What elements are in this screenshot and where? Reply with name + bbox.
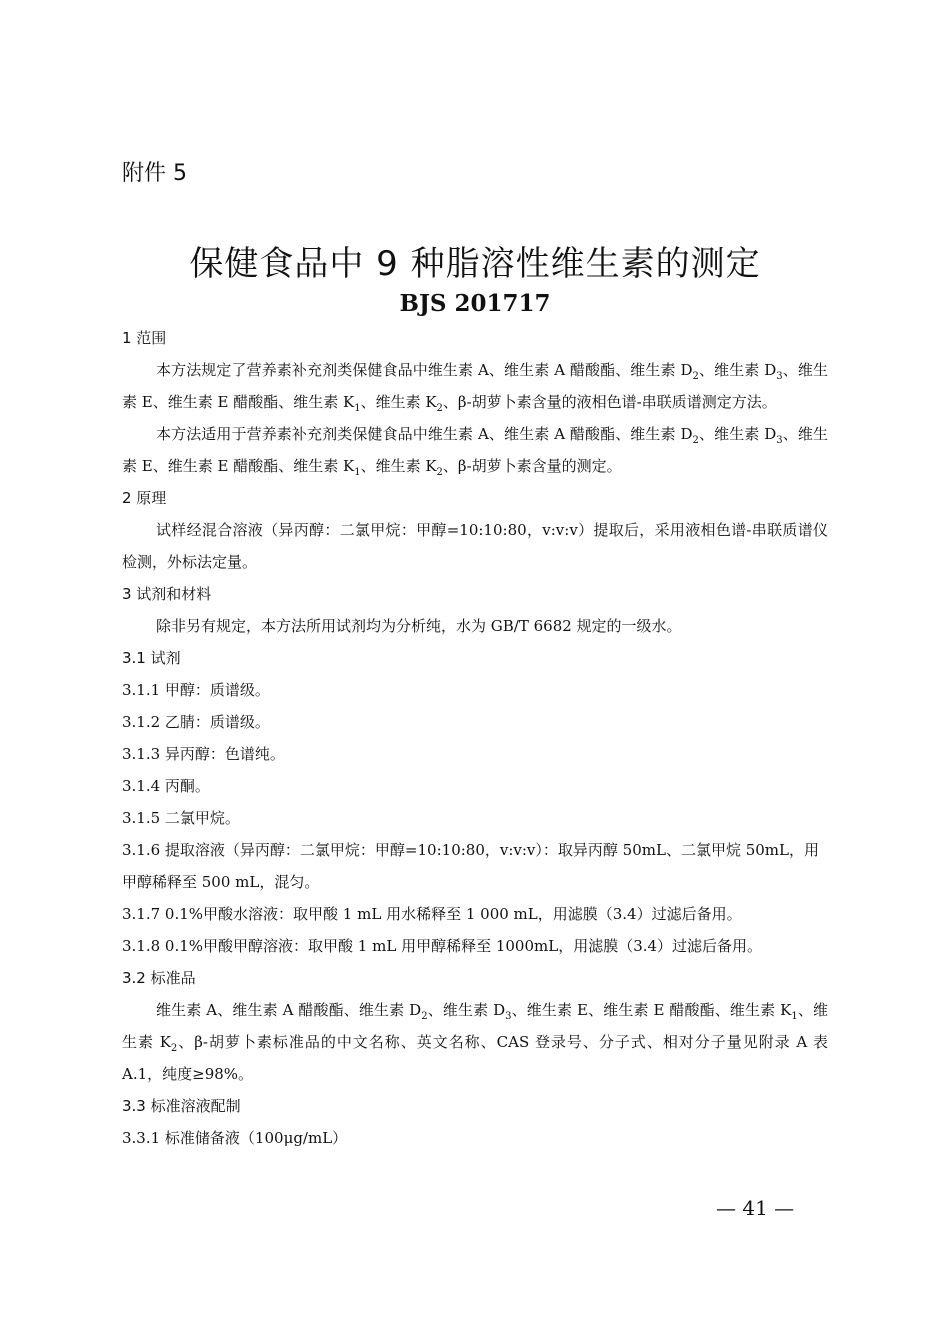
list-item-3-1-8: 3.1.8 0.1%甲酸甲醇溶液：取甲酸 1 mL 用甲醇稀释至 1000mL，用滤膜（3.4）过滤后备用。: [122, 937, 763, 955]
subsection-heading-standard-solutions: 3.3 标准溶液配制: [122, 1097, 241, 1115]
list-item-3-1-2: 3.1.2 乙腈：质谱级。: [122, 713, 270, 731]
section-heading-scope: 1 范围: [122, 329, 167, 347]
annex-label: 附件 5: [122, 161, 187, 186]
page-number: — 41 —: [716, 1196, 795, 1220]
standard-code: BJS 201717: [399, 290, 551, 317]
paragraph-standards: 维生素 A、维生素 A 醋酸酯、维生素 $D_2$、维生素 $D_3$、维生素 E、维生素 E 醋酸酯、维生素 $K_1$、维生素 $K_2$、β-胡萝卜素标准品的中文名称、英文名称、CAS 登录号、分子式、相对分子量见附录 A 表 A.1，纯度≥98%。: [122, 1001, 828, 1083]
subsection-heading-reagents: 3.1 试剂: [122, 649, 181, 667]
list-item-3-1-4: 3.1.4 丙酮。: [122, 777, 210, 795]
document-body: [122, 322, 828, 1154]
paragraph-principle: 试样经混合溶液（异丙醇：二氯甲烷：甲醇=10:10:80，v:v:v）提取后，采用液相色谱-串联质谱仪检测，外标法定量。: [122, 521, 828, 571]
list-item-3-1-1: 3.1.1 甲醇：质谱级。: [122, 681, 270, 699]
list-item-3-1-5: 3.1.5 二氯甲烷。: [122, 809, 240, 827]
list-item-3-1-3: 3.1.3 异丙醇：色谱纯。: [122, 745, 285, 763]
paragraph-scope-1: 本方法规定了营养素补充剂类保健食品中维生素 A、维生素 A 醋酸酯、维生素 $D_2$、维生素 $D_3$、维生素 E、维生素 E 醋酸酯、维生素 $K_1$、维生素 $K_2$、β-胡萝卜素含量的液相色谱-串联质谱测定方法。: [122, 361, 828, 414]
section-heading-reagents: 3 试剂和材料: [122, 585, 212, 603]
paragraph-scope-2: 本方法适用于营养素补充剂类保健食品中维生素 A、维生素 A 醋酸酯、维生素 $D_2$、维生素 $D_3$、维生素 E、维生素 E 醋酸酯、维生素 $K_1$、维生素 $K_2$、β-胡萝卜素含量的测定。: [122, 425, 828, 478]
list-item-3-1-7: 3.1.7 0.1%甲酸水溶液：取甲酸 1 mL 用水稀释至 1 000 mL，用滤膜（3.4）过滤后备用。: [122, 905, 742, 923]
section-heading-principle: 2 原理: [122, 489, 167, 507]
document-title: 保健食品中 9 种脂溶性维生素的测定: [189, 244, 761, 284]
list-item-3-3-1: 3.3.1 标准储备液（100μg/mL）: [122, 1129, 348, 1147]
paragraph-reagents: 除非另有规定，本方法所用试剂均为分析纯，水为 GB/T 6682 规定的一级水。: [156, 617, 682, 635]
list-item-3-1-6: 3.1.6 提取溶液（异丙醇：二氯甲烷：甲醇=10:10:80，v:v:v）：取异丙醇 50mL、二氯甲烷 50mL，用甲醇稀释至 500 mL，混匀。: [122, 841, 819, 891]
subsection-heading-standards: 3.2 标准品: [122, 969, 196, 987]
